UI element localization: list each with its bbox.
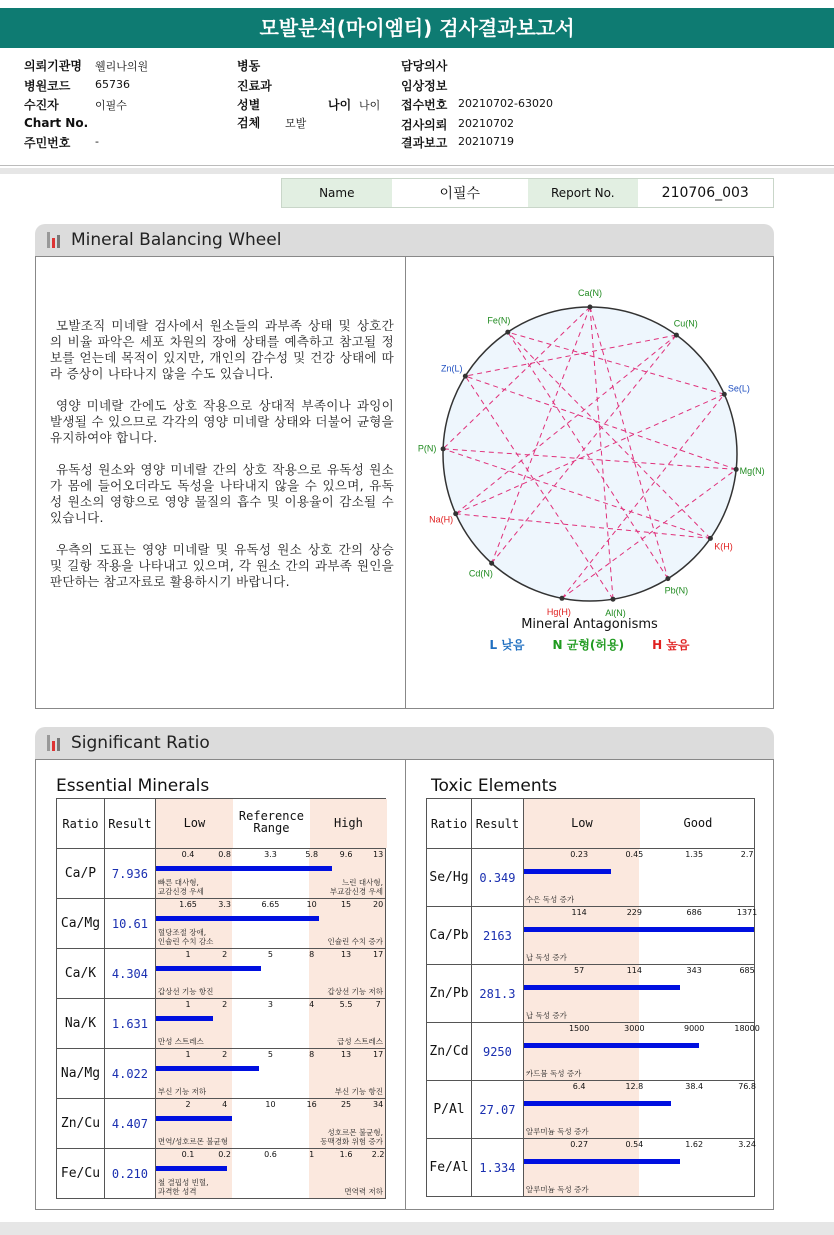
tick-labels xyxy=(156,850,385,860)
tick-label: 38.4 xyxy=(685,1082,704,1091)
receipt-no-value: 20210702-63020 xyxy=(458,97,553,110)
wheel-legend xyxy=(406,636,773,653)
ratio-row xyxy=(427,1139,755,1197)
tick-label: 1 xyxy=(309,1150,315,1159)
tick-label: 229 xyxy=(626,908,642,917)
chart-no-label: Chart No. xyxy=(24,116,89,130)
ratio-result: 9250 xyxy=(471,1023,523,1081)
tick-label: 686 xyxy=(686,908,702,917)
tick-labels xyxy=(524,908,758,918)
specimen-label: 검체 xyxy=(237,116,261,130)
wheel-node-dot xyxy=(665,576,670,581)
age-label: 나이 xyxy=(328,98,352,112)
ratio-name: Zn/Cu xyxy=(57,1099,105,1149)
id-number-value: - xyxy=(95,135,99,148)
result-bar xyxy=(156,916,319,921)
legend-item: H 높음 xyxy=(652,638,690,652)
tick-label: 0.27 xyxy=(570,1140,589,1149)
tick-label: 0.4 xyxy=(181,850,195,859)
tick-labels xyxy=(156,950,385,960)
examinee-label: 수진자 xyxy=(24,98,59,112)
mbw-paragraph: 영양 미네랄 간에도 상호 작용으로 상대적 부족이나 과잉이 발생될 수 있으므로 각각의 영양 미네랄 상태와 더불어 균형을 유지하여야 합니다. xyxy=(50,398,394,445)
ratio-name: Ca/Mg xyxy=(57,899,105,949)
sex-label: 성별 xyxy=(237,98,261,112)
tick-label: 7 xyxy=(375,1000,381,1009)
request-date-value: 20210702 xyxy=(458,117,514,130)
tick-labels xyxy=(524,966,754,976)
ratio-graph xyxy=(523,965,754,1023)
ratio-name: Se/Hg xyxy=(427,849,472,907)
low-note: 혈당조절 장애, 인슐린 수치 감소 xyxy=(157,928,214,946)
result-bar xyxy=(156,1116,232,1121)
tick-labels xyxy=(524,1082,754,1092)
hospital-code-label: 병원코드 xyxy=(24,79,71,93)
high-note: 면역력 저하 xyxy=(344,1187,383,1196)
ratio-result: 1.631 xyxy=(104,999,155,1049)
wheel-node-label: Al(N) xyxy=(605,608,626,619)
tick-label: 3 xyxy=(267,1000,273,1009)
tick-label: 0.23 xyxy=(570,850,589,859)
specimen-value: 모발 xyxy=(285,117,307,130)
tick-label: 343 xyxy=(686,966,702,975)
tick-label: 9000 xyxy=(683,1024,705,1033)
tick-label: 16 xyxy=(306,1100,317,1109)
ratio-graph xyxy=(155,949,385,999)
tick-label: 3.3 xyxy=(264,850,277,859)
ratio-name: Ca/K xyxy=(57,949,105,999)
mbw-section-header xyxy=(35,224,774,256)
ratio-graph xyxy=(155,1149,385,1199)
ratio-heading: Significant Ratio xyxy=(71,733,210,753)
clinical-info-label: 임상정보 xyxy=(401,79,448,93)
ratio-row xyxy=(427,965,755,1023)
result-bar xyxy=(524,1159,680,1164)
institution-value: 웰리나의원 xyxy=(95,60,149,73)
tick-label: 13 xyxy=(373,850,384,859)
col-low: Low xyxy=(183,816,206,830)
ratio-result: 4.407 xyxy=(104,1099,155,1149)
legend-item: N 균형(허용) xyxy=(552,638,625,652)
col-ratio: Ratio xyxy=(57,799,105,849)
low-note: 부신 기능 저하 xyxy=(157,1087,207,1096)
wheel-node-label: Hg(H) xyxy=(546,607,571,618)
essential-ratio-table xyxy=(56,798,386,1199)
tick-label: 4 xyxy=(222,1100,228,1109)
mbw-paragraph: 우측의 도표는 영양 미네랄 및 유독성 원소 상호 간의 상승 및 길항 작용을 나타내고 있으며, 각 원소 간의 과부족 원인을 판단하는 참고자료로 활용하시기 바랍니다. xyxy=(50,542,394,589)
result-bar xyxy=(524,1043,699,1048)
ratio-result: 4.022 xyxy=(104,1049,155,1099)
tick-label: 12.8 xyxy=(625,1082,644,1091)
tick-label: 6.4 xyxy=(572,1082,586,1091)
wheel-node-label: Mg(N) xyxy=(739,465,765,476)
high-note: 인슐린 수치 증가 xyxy=(327,937,383,946)
tick-label: 76.8 xyxy=(738,1082,756,1091)
tick-label: 0.45 xyxy=(625,850,644,859)
ratio-graph xyxy=(155,999,385,1049)
col-low: Low xyxy=(571,816,593,830)
hospital-code-value: 65736 xyxy=(95,78,130,91)
id-number-label: 주민번호 xyxy=(24,136,71,150)
wheel-node-dot xyxy=(489,561,494,566)
low-note: 납 독성 증가 xyxy=(525,1011,567,1020)
tick-label: 0.54 xyxy=(625,1140,644,1149)
low-note: 수은 독성 증가 xyxy=(525,895,575,904)
wheel-node-dot xyxy=(453,511,458,516)
name-report-box xyxy=(281,178,774,208)
ratio-graph xyxy=(155,849,385,899)
ratio-name: Zn/Cd xyxy=(427,1023,472,1081)
ratio-name: Fe/Al xyxy=(427,1139,472,1197)
mbw-paragraph: 유독성 원소와 영양 미네랄 간의 상호 작용으로 유독성 원소가 몸에 들어오더라도 독성을 나타내지 않을 수 있으며, 유독성 원소의 영향으로 영양 물질의 흡수 및 이용율이 감소될 수 있습니다. xyxy=(50,462,394,525)
tick-label: 1.62 xyxy=(685,1140,704,1149)
tick-labels xyxy=(524,1140,754,1150)
ratio-row xyxy=(57,1149,386,1199)
wheel-node-dot xyxy=(734,467,739,472)
ratio-result: 7.936 xyxy=(104,849,155,899)
high-note: 급성 스트레스 xyxy=(337,1037,383,1046)
wheel-node-label: P(N) xyxy=(417,443,437,454)
doctor-label: 담당의사 xyxy=(401,59,448,73)
tick-labels xyxy=(156,900,385,910)
receipt-no-label: 접수번호 xyxy=(401,98,448,112)
bar-chart-icon xyxy=(47,232,63,248)
tick-label: 8 xyxy=(309,1050,315,1059)
tick-label: 2 xyxy=(185,1100,191,1109)
ratio-result: 1.334 xyxy=(471,1139,523,1197)
age-value: 나이 xyxy=(359,99,381,112)
ratio-graph xyxy=(523,907,758,965)
low-note: 만성 스트레스 xyxy=(157,1037,204,1046)
tick-label: 4 xyxy=(309,1000,315,1009)
divider-band xyxy=(0,168,834,174)
mbw-heading: Mineral Balancing Wheel xyxy=(71,230,282,250)
tick-label: 2 xyxy=(222,1050,228,1059)
ratio-row xyxy=(57,849,386,899)
col-reference: Reference Range xyxy=(238,809,304,835)
ratio-name: Ca/Pb xyxy=(427,907,472,965)
tick-label: 3.3 xyxy=(218,900,232,909)
ratio-graph xyxy=(523,849,754,907)
high-note: 느린 대사형, 부교감신경 우세 xyxy=(329,878,383,896)
ratio-name: P/Al xyxy=(427,1081,472,1139)
low-note: 납 독성 증가 xyxy=(525,953,567,962)
tick-label: 5 xyxy=(267,1050,273,1059)
result-bar xyxy=(156,1166,227,1171)
wheel-node-label: Zn(L) xyxy=(441,363,463,374)
ratio-row xyxy=(427,1081,755,1139)
report-no-value: 210706_003 xyxy=(638,179,773,207)
ratio-row xyxy=(57,899,386,949)
wheel-node-label: Na(H) xyxy=(429,514,454,525)
tick-label: 1 xyxy=(185,950,191,959)
tick-label: 1 xyxy=(185,1000,191,1009)
low-note: 빠른 대사형, 교감신경 우세 xyxy=(157,878,204,896)
ratio-row xyxy=(427,907,755,965)
tick-label: 10 xyxy=(306,900,317,909)
ratio-row xyxy=(57,1049,386,1099)
col-result: Result xyxy=(104,799,155,849)
tick-label: 114 xyxy=(626,966,642,975)
result-bar xyxy=(524,869,611,874)
ratio-result: 0.210 xyxy=(104,1149,155,1199)
ratio-name: Zn/Pb xyxy=(427,965,472,1023)
tick-label: 0.6 xyxy=(264,1150,277,1159)
toxic-title: Toxic Elements xyxy=(431,776,558,796)
wheel-title: Mineral Antagonisms xyxy=(521,617,658,632)
ratio-result: 10.61 xyxy=(104,899,155,949)
toxic-ratio-table xyxy=(426,798,760,1197)
name-label: Name xyxy=(282,179,392,207)
wheel-node-label: Se(L) xyxy=(727,383,750,394)
tick-labels xyxy=(524,1024,760,1034)
result-bar xyxy=(156,966,261,971)
tick-label: 3000 xyxy=(624,1024,645,1033)
tick-label: 8 xyxy=(309,950,315,959)
report-no-label: Report No. xyxy=(528,179,638,207)
institution-label: 의뢰기관명 xyxy=(24,59,82,73)
tick-label: 3.24 xyxy=(738,1140,756,1149)
report-date-value: 20210719 xyxy=(458,135,514,148)
ratio-section-header xyxy=(35,727,774,759)
ratio-graph xyxy=(523,1023,760,1081)
result-bar xyxy=(156,1066,259,1071)
mbw-paragraph: 모발조직 미네랄 검사에서 원소들의 과부족 상태 및 상호간의 비율 파악은 세포 차원의 장애 상태를 예측하고 참고될 정보를 얻는데 목적이 있지만, 개인의 감수성 및 건강 상태에 따라 증상이 나타나지 않을 수도 있습니다. xyxy=(50,318,394,381)
high-note: 성호르몬 불균형, 동맥경화 위험 증가 xyxy=(320,1128,383,1146)
tick-label: 114 xyxy=(571,908,587,917)
tick-label: 34 xyxy=(373,1100,384,1109)
high-note: 부신 기능 항진 xyxy=(334,1087,383,1096)
ratio-row xyxy=(57,949,386,999)
tick-label: 1500 xyxy=(568,1024,590,1033)
wheel-node-dot xyxy=(588,305,593,310)
result-bar xyxy=(156,1016,213,1021)
low-note: 카드뮴 독성 증가 xyxy=(525,1069,582,1078)
tick-label: 20 xyxy=(373,900,384,909)
wheel-node-label: Fe(N) xyxy=(487,315,511,326)
wheel-node-label: Cd(N) xyxy=(468,568,493,579)
tick-label: 6.65 xyxy=(261,900,280,909)
report-title: 모발분석(마이엠티) 검사결과보고서 xyxy=(0,8,834,48)
tick-label: 1.6 xyxy=(339,1150,353,1159)
tick-label: 17 xyxy=(373,1050,384,1059)
ratio-row xyxy=(57,1099,386,1149)
ratio-row xyxy=(427,849,755,907)
tick-label: 1.65 xyxy=(179,900,197,909)
wheel-node-label: Cu(N) xyxy=(673,318,698,329)
result-bar xyxy=(524,985,680,990)
wheel-node-dot xyxy=(559,596,564,601)
tick-label: 1.35 xyxy=(685,850,704,859)
dept-label: 진료과 xyxy=(237,79,272,93)
wheel-node-dot xyxy=(708,536,713,541)
tick-label: 0.2 xyxy=(218,1150,232,1159)
tick-labels xyxy=(156,1150,385,1160)
tick-label: 18000 xyxy=(734,1024,760,1033)
col-good: Good xyxy=(683,816,713,830)
tick-label: 1 xyxy=(185,1050,191,1059)
col-range-header xyxy=(523,799,754,849)
wheel-node-dot xyxy=(505,330,510,335)
bar-chart-icon xyxy=(47,735,63,751)
tick-labels xyxy=(156,1050,385,1060)
tick-label: 17 xyxy=(373,950,384,959)
tick-label: 57 xyxy=(574,966,585,975)
ratio-name: Na/K xyxy=(57,999,105,1049)
wheel-node-dot xyxy=(610,597,615,602)
patient-info-block xyxy=(0,52,834,166)
high-note: 갑상선 기능 저하 xyxy=(327,987,383,996)
report-date-label: 결과보고 xyxy=(401,136,448,150)
tick-label: 5.8 xyxy=(305,850,319,859)
tick-label: 2.7 xyxy=(740,850,754,859)
ratio-graph xyxy=(155,899,385,949)
tick-label: 15 xyxy=(340,900,352,909)
ratio-graph xyxy=(523,1139,754,1197)
legend-item: L 낮음 xyxy=(489,638,525,652)
result-bar xyxy=(524,927,754,932)
wheel-node-dot xyxy=(722,392,727,397)
request-date-label: 검사의뢰 xyxy=(401,118,448,132)
ratio-name: Ca/P xyxy=(57,849,105,899)
essential-title: Essential Minerals xyxy=(56,776,210,796)
footer-band xyxy=(0,1222,834,1235)
wheel-node-dot xyxy=(463,374,468,379)
name-value: 이필수 xyxy=(392,179,528,207)
col-ratio: Ratio xyxy=(427,799,472,849)
low-note: 알루미늄 독성 증가 xyxy=(525,1185,589,1194)
ratio-graph xyxy=(523,1081,754,1139)
low-note: 알루미늄 독성 증가 xyxy=(525,1127,589,1136)
tick-labels xyxy=(156,1100,385,1110)
ratio-result: 4.304 xyxy=(104,949,155,999)
ratio-result: 281.3 xyxy=(471,965,523,1023)
tick-label: 10 xyxy=(265,1100,276,1109)
tick-label: 0.8 xyxy=(218,850,232,859)
wheel-node-dot xyxy=(674,333,679,338)
tick-label: 5 xyxy=(267,950,273,959)
tick-label: 25 xyxy=(340,1100,352,1109)
wheel-node-label: Pb(N) xyxy=(664,585,689,596)
ratio-row xyxy=(427,1023,755,1081)
wheel-node-label: Ca(N) xyxy=(578,288,602,298)
ward-label: 병동 xyxy=(237,59,261,73)
ratio-graph xyxy=(155,1049,385,1099)
low-note: 갑상선 기능 항진 xyxy=(157,987,214,996)
tick-label: 13 xyxy=(340,1050,352,1059)
wheel-node-label: K(H) xyxy=(714,541,733,552)
tick-label: 2 xyxy=(222,1000,228,1009)
low-note: 면역/성호르몬 불균형 xyxy=(157,1137,229,1146)
result-bar xyxy=(156,866,332,871)
result-bar xyxy=(524,1101,671,1106)
tick-label: 13 xyxy=(340,950,352,959)
ratio-name: Na/Mg xyxy=(57,1049,105,1099)
tick-labels xyxy=(524,850,754,860)
ratio-row xyxy=(57,999,386,1049)
tick-label: 9.6 xyxy=(339,850,353,859)
low-note: 철 결핍성 빈혈, 과격한 성격 xyxy=(157,1178,209,1196)
ratio-result: 2163 xyxy=(471,907,523,965)
ratio-result: 27.07 xyxy=(471,1081,523,1139)
examinee-value: 이필수 xyxy=(95,99,127,112)
tick-label: 685 xyxy=(739,966,755,975)
tick-label: 0.1 xyxy=(181,1150,195,1159)
ratio-name: Fe/Cu xyxy=(57,1149,105,1199)
ratio-graph xyxy=(155,1099,385,1149)
wheel-node-dot xyxy=(441,446,446,451)
col-range-header xyxy=(155,799,385,849)
ratio-result: 0.349 xyxy=(471,849,523,907)
tick-label: 2.2 xyxy=(371,1150,385,1159)
tick-label: 5.5 xyxy=(339,1000,353,1009)
tick-labels xyxy=(156,1000,385,1010)
mbw-description xyxy=(50,318,394,606)
col-result: Result xyxy=(471,799,523,849)
tick-label: 2 xyxy=(222,950,228,959)
col-high: High xyxy=(333,816,363,830)
tick-label: 1371 xyxy=(736,908,758,917)
